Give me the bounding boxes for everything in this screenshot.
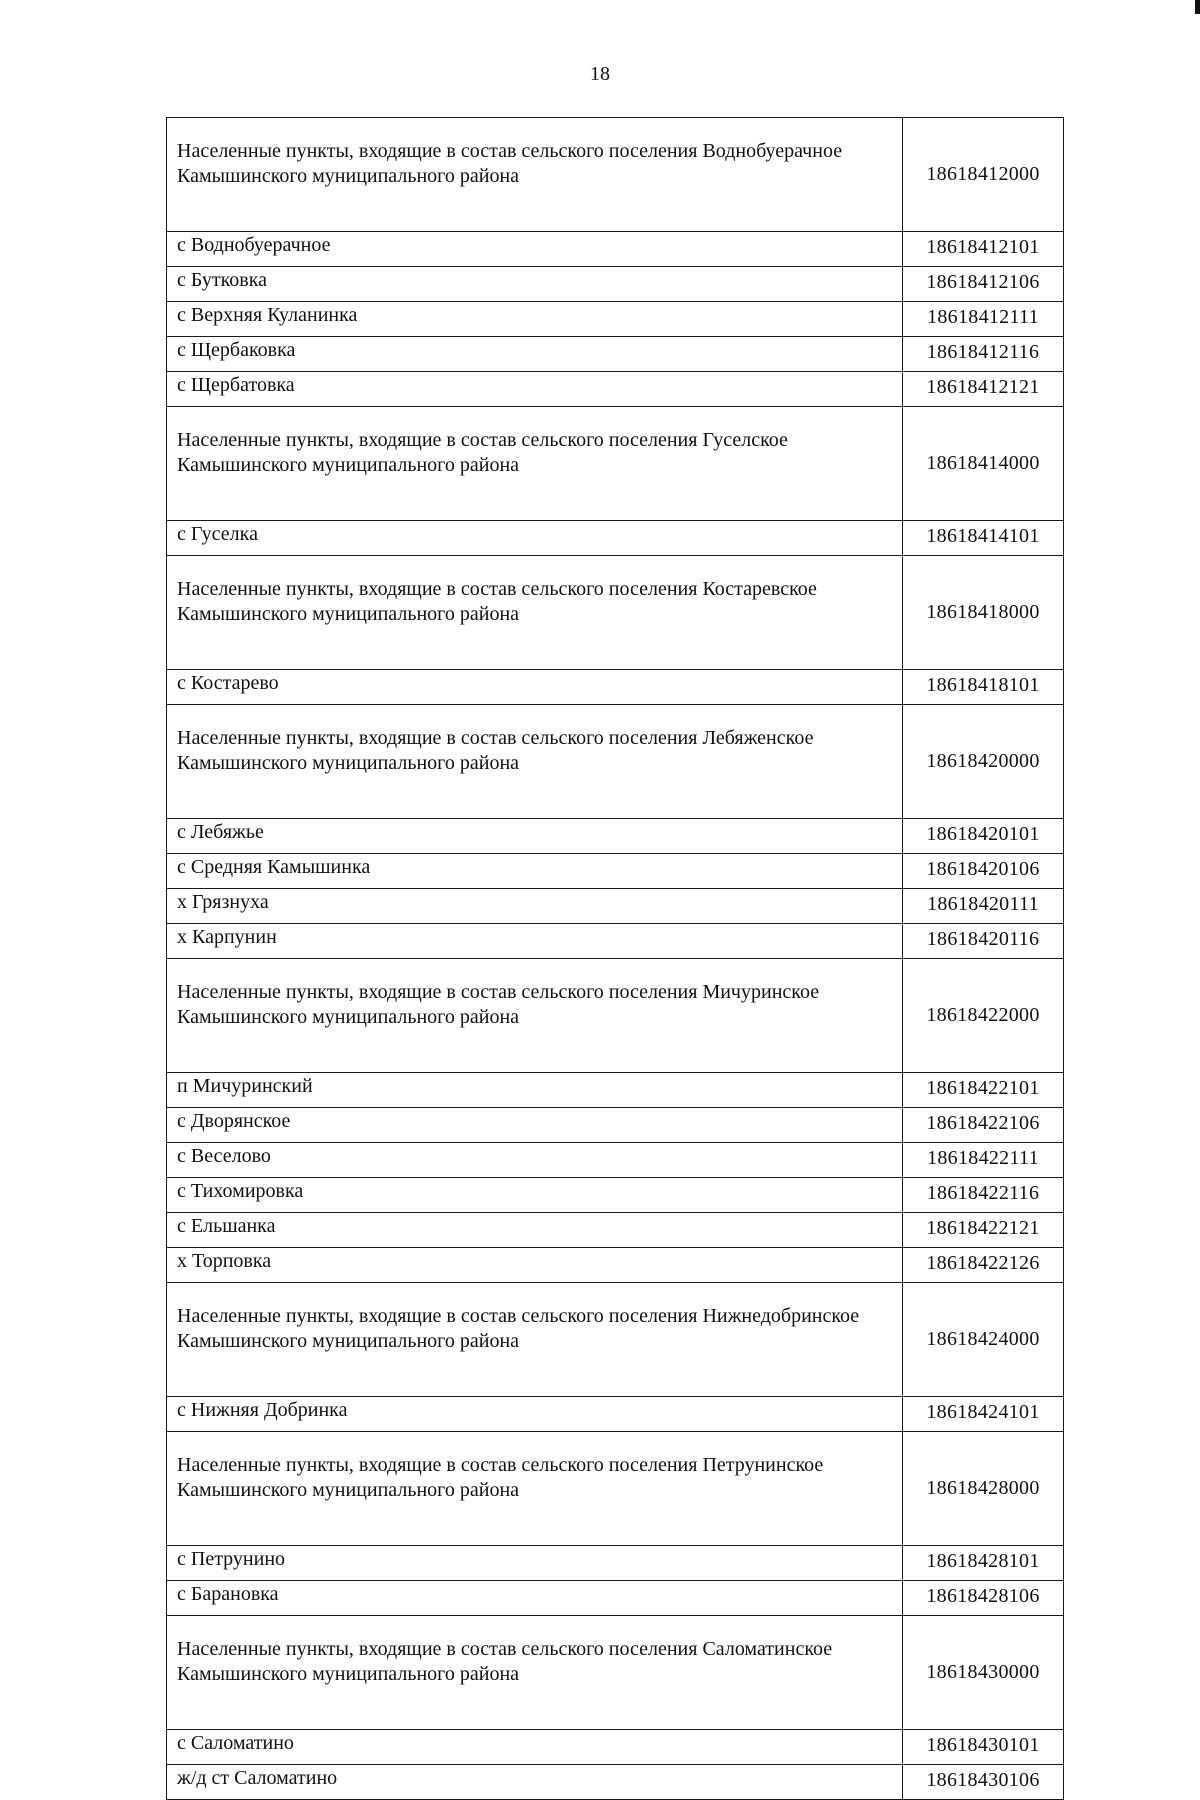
- settlement-row: [167, 889, 1064, 924]
- settlement-name-cell: х Карпунин: [167, 924, 903, 959]
- settlement-row: [167, 1581, 1064, 1616]
- settlement-name-cell: с Гуселка: [167, 521, 903, 556]
- settlement-row: [167, 1546, 1064, 1581]
- settlement-row: [167, 1765, 1064, 1800]
- settlement-row: [167, 1143, 1064, 1178]
- settlement-name-cell: с Щербатовка: [167, 372, 903, 407]
- settlement-name-cell: с Тихомировка: [167, 1178, 903, 1213]
- settlement-name-cell: с Верхняя Куланинка: [167, 302, 903, 337]
- settlements-table-body: [167, 118, 1064, 1800]
- settlement-name-cell: с Бутковка: [167, 267, 903, 302]
- settlement-code-cell: 18618422121: [903, 1213, 1064, 1248]
- settlement-code-cell: 18618422116: [903, 1178, 1064, 1213]
- page-number: 18: [590, 63, 610, 85]
- settlement-row: [167, 302, 1064, 337]
- settlement-name-cell: с Дворянское: [167, 1108, 903, 1143]
- settlement-name-cell: п Мичуринский: [167, 1073, 903, 1108]
- settlement-group-row: [167, 1283, 1064, 1397]
- settlement-name-cell: с Костарево: [167, 670, 903, 705]
- settlement-code-cell: 18618430101: [903, 1730, 1064, 1765]
- settlement-name-cell: с Воднобуерачное: [167, 232, 903, 267]
- settlement-code-cell: 18618430106: [903, 1765, 1064, 1800]
- settlement-code-cell: 18618412111: [903, 302, 1064, 337]
- settlement-row: [167, 1730, 1064, 1765]
- settlement-row: [167, 1248, 1064, 1283]
- settlement-code-cell: 18618412101: [903, 232, 1064, 267]
- settlement-row: [167, 1073, 1064, 1108]
- group-code-cell: 18618424000: [903, 1283, 1064, 1397]
- settlement-code-cell: 18618422126: [903, 1248, 1064, 1283]
- settlement-code-cell: 18618428106: [903, 1581, 1064, 1616]
- settlement-group-row: [167, 705, 1064, 819]
- settlement-code-cell: 18618420111: [903, 889, 1064, 924]
- settlement-code-cell: 18618412116: [903, 337, 1064, 372]
- settlement-name-cell: с Веселово: [167, 1143, 903, 1178]
- settlement-row: [167, 924, 1064, 959]
- settlement-code-cell: 18618420101: [903, 819, 1064, 854]
- settlement-code-cell: 18618420116: [903, 924, 1064, 959]
- settlement-name-cell: с Ельшанка: [167, 1213, 903, 1248]
- settlement-group-row: [167, 959, 1064, 1073]
- settlement-code-cell: 18618418101: [903, 670, 1064, 705]
- settlement-name-cell: с Нижняя Добринка: [167, 1397, 903, 1432]
- settlement-name-cell: х Торповка: [167, 1248, 903, 1283]
- group-name-cell: Населенные пункты, входящие в состав сельского поселения Мичуринское Камышинского муниципального района: [167, 959, 903, 1073]
- group-name-cell: Населенные пункты, входящие в состав сельского поселения Воднобуерачное Камышинского муниципального района: [167, 118, 903, 232]
- settlement-code-cell: 18618412121: [903, 372, 1064, 407]
- settlement-name-cell: с Средняя Камышинка: [167, 854, 903, 889]
- settlement-row: [167, 372, 1064, 407]
- settlement-code-cell: 18618422106: [903, 1108, 1064, 1143]
- group-code-cell: 18618420000: [903, 705, 1064, 819]
- group-name-cell: Населенные пункты, входящие в состав сельского поселения Петрунинское Камышинского муниципального района: [167, 1432, 903, 1546]
- settlement-group-row: [167, 1432, 1064, 1546]
- group-code-cell: 18618412000: [903, 118, 1064, 232]
- settlement-row: [167, 521, 1064, 556]
- group-name-cell: Населенные пункты, входящие в состав сельского поселения Гуселское Камышинского муниципального района: [167, 407, 903, 521]
- settlement-row: [167, 1213, 1064, 1248]
- settlement-row: [167, 1178, 1064, 1213]
- settlement-row: [167, 854, 1064, 889]
- group-name-cell: Населенные пункты, входящие в состав сельского поселения Саломатинское Камышинского муниципального района: [167, 1616, 903, 1730]
- group-code-cell: 18618414000: [903, 407, 1064, 521]
- settlement-group-row: [167, 556, 1064, 670]
- settlement-name-cell: х Грязнуха: [167, 889, 903, 924]
- settlement-name-cell: с Петрунино: [167, 1546, 903, 1581]
- group-name-cell: Населенные пункты, входящие в состав сельского поселения Лебяженское Камышинского муниципального района: [167, 705, 903, 819]
- settlement-code-cell: 18618420106: [903, 854, 1064, 889]
- scan-edge-mark: [1195, 0, 1200, 14]
- settlement-code-cell: 18618414101: [903, 521, 1064, 556]
- settlement-code-cell: 18618422101: [903, 1073, 1064, 1108]
- settlement-row: [167, 232, 1064, 267]
- group-name-cell: Населенные пункты, входящие в состав сельского поселения Нижнедобринское Камышинского муниципального района: [167, 1283, 903, 1397]
- group-code-cell: 18618430000: [903, 1616, 1064, 1730]
- settlement-code-cell: 18618428101: [903, 1546, 1064, 1581]
- settlement-row: [167, 819, 1064, 854]
- settlement-row: [167, 337, 1064, 372]
- settlement-name-cell: с Саломатино: [167, 1730, 903, 1765]
- settlement-name-cell: с Барановка: [167, 1581, 903, 1616]
- settlement-code-cell: 18618424101: [903, 1397, 1064, 1432]
- settlement-name-cell: с Щербаковка: [167, 337, 903, 372]
- settlement-group-row: [167, 407, 1064, 521]
- settlements-table: [166, 117, 1064, 1800]
- settlement-row: [167, 267, 1064, 302]
- group-code-cell: 18618418000: [903, 556, 1064, 670]
- settlement-row: [167, 1397, 1064, 1432]
- settlement-row: [167, 670, 1064, 705]
- settlement-group-row: [167, 1616, 1064, 1730]
- group-code-cell: 18618428000: [903, 1432, 1064, 1546]
- settlement-row: [167, 1108, 1064, 1143]
- settlement-name-cell: ж/д ст Саломатино: [167, 1765, 903, 1800]
- settlement-name-cell: с Лебяжье: [167, 819, 903, 854]
- settlement-group-row: [167, 118, 1064, 232]
- group-name-cell: Населенные пункты, входящие в состав сельского поселения Костаревское Камышинского муниципального района: [167, 556, 903, 670]
- settlement-code-cell: 18618412106: [903, 267, 1064, 302]
- group-code-cell: 18618422000: [903, 959, 1064, 1073]
- settlement-code-cell: 18618422111: [903, 1143, 1064, 1178]
